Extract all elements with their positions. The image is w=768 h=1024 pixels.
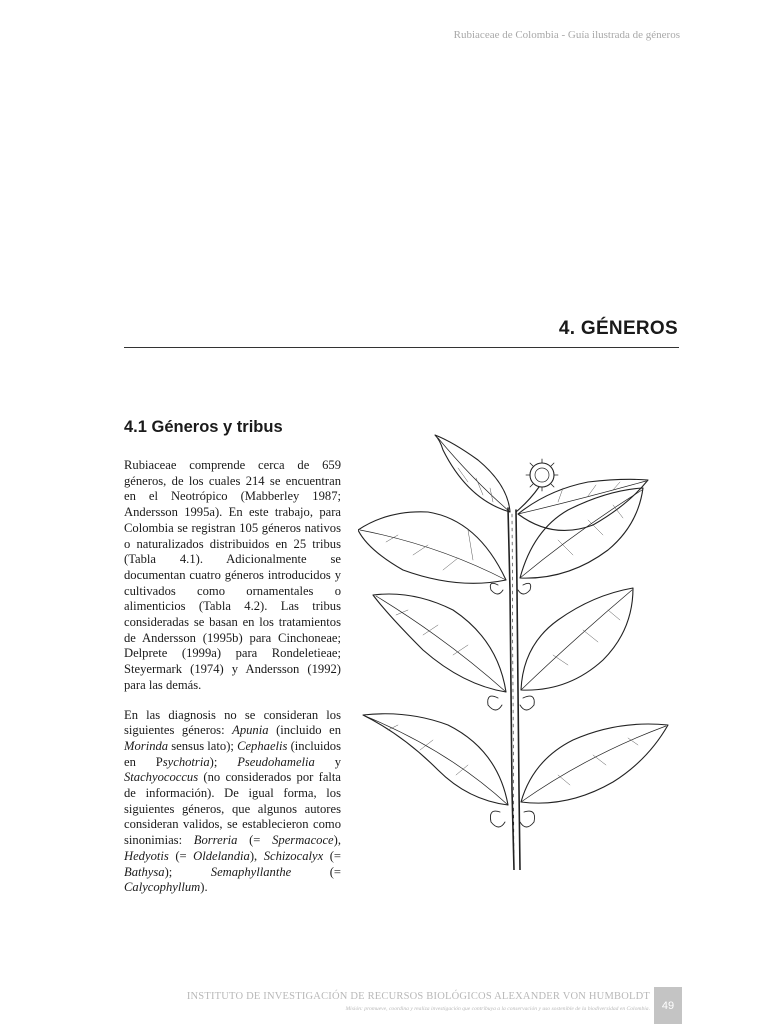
leaf [358, 512, 506, 584]
genus-name: Pseudohamelia [237, 754, 315, 769]
text-run: (incluido en [268, 723, 341, 738]
paragraph-1: Rubiaceae comprende cerca de 659 géneros, de los cuales 214 se encuentran en el Neotrópico (Mabberley 1987; Andersson 1995a). En este trabajo, para Colombia se registran 105 géneros nativos o naturalizados distribuidos en 25 tribus (Tabla 4.1). Adicionalmente se documentan cuatro géneros introducidos y cultivados como ornamentales o alimenticios (Tabla 4.2). Las tribus consideradas se basan en los tratamientos de Andersson (1995b) para Cinchoneae; Delprete (1999a) para Rondeletieae; Steyermark (1974) y Andersson (1992) para las demás. [124, 458, 341, 692]
text-run: (incluidos en P [124, 738, 341, 769]
genus-name: Apunia [232, 723, 269, 738]
chapter-rule [124, 347, 679, 348]
text-run: (= [323, 848, 342, 863]
chapter-title: 4. GÉNEROS [558, 318, 678, 339]
genus-name: Semaphyllanthe [210, 864, 292, 879]
leaf [520, 488, 643, 578]
genus-name: Schizocalyx [263, 848, 324, 863]
flower-head [516, 459, 558, 512]
leaf [518, 479, 648, 530]
leaf [373, 594, 506, 692]
genus-name: Morinda [124, 738, 169, 753]
text-run: ), [249, 848, 264, 863]
text-run: y [314, 754, 341, 769]
running-header: Rubiaceae de Colombia - Guía ilustrada de géneros [453, 29, 680, 41]
genus-name: Stachyococcus [124, 770, 199, 785]
genus-name: Oldelandia [193, 848, 250, 863]
leaf [363, 714, 508, 805]
text-run: sensus lato); [168, 738, 238, 753]
page-number: 49 [654, 987, 682, 1024]
genus-name: Spermacoce [272, 833, 334, 848]
text-run: (= [291, 864, 341, 879]
genus-name: Calycophyllum [124, 880, 201, 895]
genus-name: Cephaelis [237, 738, 288, 753]
leaf [521, 588, 633, 690]
leaf [435, 435, 510, 512]
body-text-column [124, 458, 341, 910]
text-run: (= [168, 848, 194, 863]
botanical-illustration [358, 430, 688, 870]
footer-mission: Misión: promueve, coordina y realiza investigación que contribuya a la conservación y uso sostenible de la biodiversidad en Colombia. [345, 1006, 650, 1012]
text-run: ); [164, 864, 211, 879]
footer-institution: INSTITUTO DE INVESTIGACIÓN DE RECURSOS BIOLÓGICOS ALEXANDER VON HUMBOLDT [186, 991, 650, 1002]
genus-name: Borreria [193, 833, 238, 848]
text-run: (no considerados por falta de información). De igual forma, los siguientes géneros, que algunos autores consideran validos, se establecieron como sinonimias: [124, 770, 341, 848]
plant-drawing [358, 430, 688, 870]
text-run: En las diagnosis no se consideran los siguientes géneros: [124, 707, 341, 738]
genus-name: sychotria [162, 754, 210, 769]
genus-name: Hedyotis [124, 848, 169, 863]
section-title: 4.1 Géneros y tribus [124, 418, 283, 436]
text-run: ); [209, 754, 238, 769]
genus-name: Bathysa [124, 864, 165, 879]
leaf [521, 724, 668, 803]
text-run: (= [237, 833, 273, 848]
text-run: ), [333, 833, 341, 848]
paragraph-2 [124, 708, 341, 896]
text-run: ). [200, 880, 208, 895]
